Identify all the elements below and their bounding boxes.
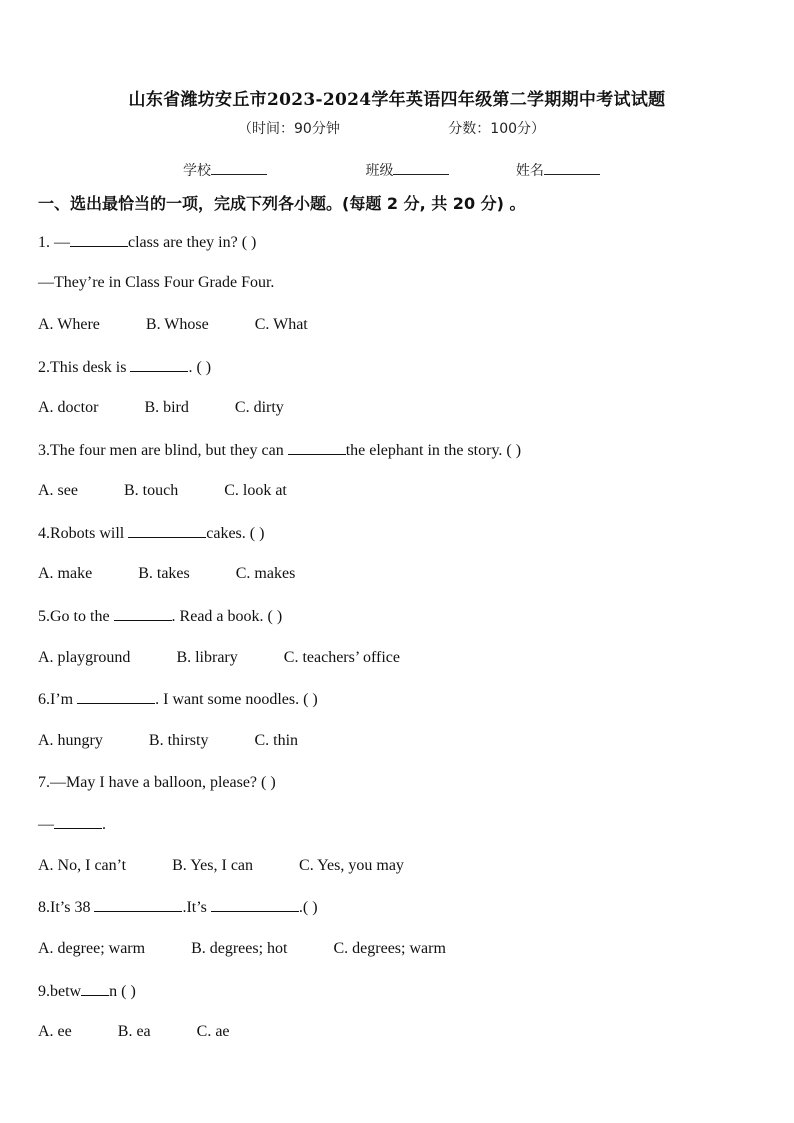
class-blank[interactable] xyxy=(393,160,449,175)
school-blank[interactable] xyxy=(211,160,267,175)
option-b[interactable]: B. takes xyxy=(138,565,190,582)
question-3-options xyxy=(38,482,287,500)
question-8 xyxy=(38,898,318,917)
question-5 xyxy=(38,607,282,626)
option-c[interactable]: C. thin xyxy=(254,732,299,749)
option-b[interactable]: B. bird xyxy=(144,399,189,416)
question-2 xyxy=(38,358,211,377)
option-a[interactable]: A. doctor xyxy=(38,399,99,416)
question-text: . Read a book. ( ) xyxy=(171,608,283,625)
option-c[interactable]: C. degrees; warm xyxy=(333,940,446,957)
school-field[interactable] xyxy=(183,160,267,180)
question-text: . xyxy=(102,816,106,833)
question-7-reply xyxy=(38,815,106,834)
question-text: . I want some noodles. ( ) xyxy=(155,691,318,708)
answer-blank[interactable] xyxy=(288,441,346,455)
page-title: 山东省潍坊安丘市2023-2024学年英语四年级第二学期期中考试试题 xyxy=(128,90,666,110)
option-a[interactable]: A. playground xyxy=(38,649,131,666)
option-b[interactable]: B. touch xyxy=(123,482,179,499)
exam-time: （时间：90分钟 xyxy=(238,121,340,137)
answer-blank[interactable] xyxy=(94,898,182,912)
question-text: cakes. ( ) xyxy=(206,525,265,542)
name-field[interactable] xyxy=(516,160,600,180)
option-c[interactable]: C. Yes, you may xyxy=(299,857,404,874)
option-a[interactable]: A. hungry xyxy=(38,732,103,749)
question-text: class are they in? ( ) xyxy=(128,234,257,251)
option-c[interactable]: C. ae xyxy=(196,1023,230,1040)
question-6 xyxy=(38,690,318,709)
option-b[interactable]: B. ea xyxy=(117,1023,151,1040)
question-text: 5.Go to the xyxy=(38,608,114,625)
answer-blank[interactable] xyxy=(130,358,188,372)
name-label: 姓名 xyxy=(515,163,544,179)
question-text: 9.betw xyxy=(38,983,82,1000)
question-5-options xyxy=(38,649,400,667)
option-a[interactable]: A. degree; warm xyxy=(38,940,146,957)
student-info xyxy=(183,160,600,180)
option-a[interactable]: A. see xyxy=(38,482,78,499)
question-3 xyxy=(38,441,521,460)
answer-blank[interactable] xyxy=(77,690,155,704)
option-a[interactable]: A. make xyxy=(38,565,93,582)
question-text: . ( ) xyxy=(188,359,212,376)
class-field[interactable] xyxy=(365,160,449,180)
option-b[interactable]: B. thirsty xyxy=(148,732,209,749)
question-9 xyxy=(38,982,136,1001)
question-text: .It’s xyxy=(182,899,211,916)
answer-blank[interactable] xyxy=(211,898,299,912)
option-a[interactable]: A. Where xyxy=(38,316,100,333)
question-7-options xyxy=(38,857,404,875)
option-b[interactable]: B. Yes, I can xyxy=(172,857,254,874)
answer-blank[interactable] xyxy=(70,233,128,247)
question-text: n ( ) xyxy=(109,983,136,1000)
class-label: 班级 xyxy=(365,163,394,179)
option-b[interactable]: B. Whose xyxy=(145,316,209,333)
question-text: — xyxy=(38,816,54,833)
question-4-options xyxy=(38,565,295,583)
question-4 xyxy=(38,524,264,543)
school-label: 学校 xyxy=(183,163,211,179)
answer-blank[interactable] xyxy=(81,982,109,996)
question-1-options xyxy=(38,316,308,334)
option-c[interactable]: C. What xyxy=(254,316,308,333)
option-b[interactable]: B. library xyxy=(176,649,238,666)
question-6-options xyxy=(38,732,298,750)
question-text: the elephant in the story. ( ) xyxy=(345,442,522,459)
question-text: 1. — xyxy=(38,234,70,251)
question-text: 2.This desk is xyxy=(38,359,131,376)
question-9-options xyxy=(38,1023,230,1041)
question-text: .( ) xyxy=(298,899,318,916)
exam-meta xyxy=(238,118,545,138)
section-title: 一、选出最恰当的一项，完成下列各小题。(每题 2 分, 共 20 分) 。 xyxy=(38,194,526,213)
question-2-options xyxy=(38,399,284,417)
question-text: 6.I’m xyxy=(38,691,78,708)
option-c[interactable]: C. teachers’ office xyxy=(283,649,400,666)
answer-blank[interactable] xyxy=(114,607,172,621)
question-1 xyxy=(38,233,256,252)
question-7: 7.—May I have a balloon, please? ( ) xyxy=(38,774,276,791)
question-text: 3.The four men are blind, but they can xyxy=(38,442,288,459)
question-text: 4.Robots will xyxy=(38,525,129,542)
name-blank[interactable] xyxy=(544,160,600,175)
answer-blank[interactable] xyxy=(128,524,206,538)
option-c[interactable]: C. makes xyxy=(235,565,296,582)
option-b[interactable]: B. degrees; hot xyxy=(191,940,288,957)
option-a[interactable]: A. ee xyxy=(38,1023,72,1040)
question-1-reply: —They’re in Class Four Grade Four. xyxy=(38,274,275,291)
exam-score: 分数：100分） xyxy=(448,121,546,137)
option-a[interactable]: A. No, I can’t xyxy=(38,857,127,874)
question-8-options xyxy=(38,940,446,958)
option-c[interactable]: C. dirty xyxy=(234,399,284,416)
question-text: 8.It’s 38 xyxy=(38,899,95,916)
answer-blank[interactable] xyxy=(54,815,102,829)
option-c[interactable]: C. look at xyxy=(224,482,287,499)
